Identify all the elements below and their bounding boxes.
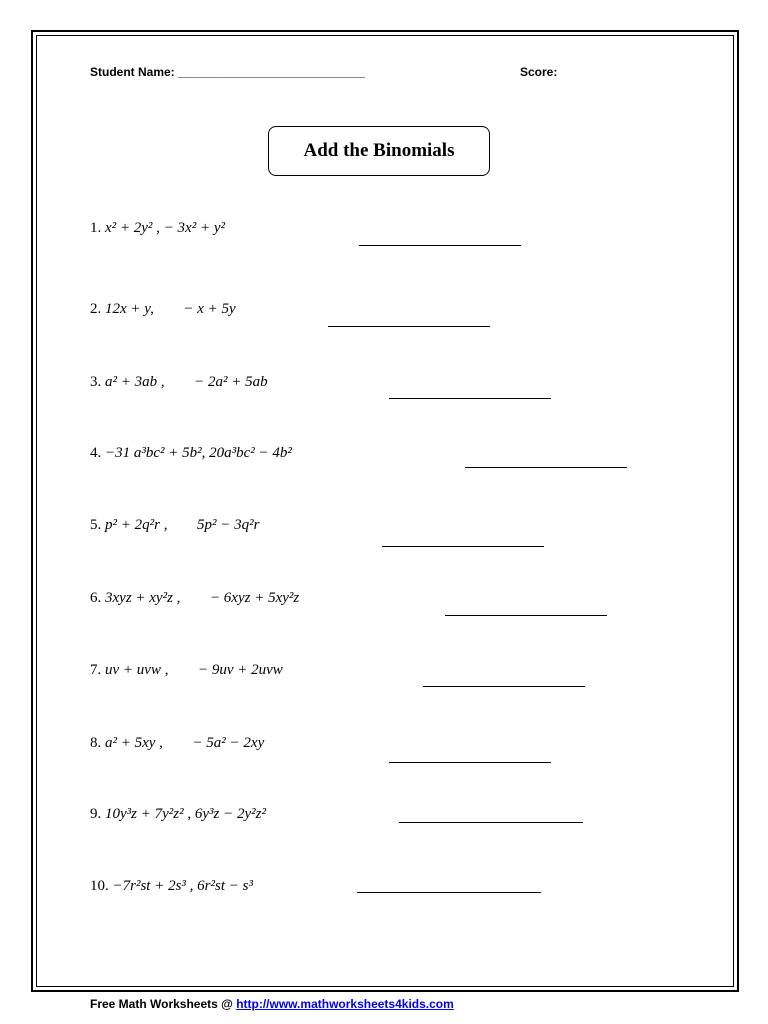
answer-line-6[interactable] (445, 615, 607, 616)
answer-line-5[interactable] (382, 546, 544, 547)
binomial-b: 6y³z − 2y²z² (194, 806, 266, 822)
binomial-b: − x + 5y (183, 301, 236, 317)
answer-line-2[interactable] (328, 326, 490, 327)
student-name-field: Student Name: ____________________________ (90, 65, 365, 79)
problem-10 (90, 877, 253, 895)
problem-number: 8. (90, 735, 102, 751)
answer-line-7[interactable] (423, 686, 585, 687)
inner-border (36, 35, 734, 987)
footer (90, 997, 454, 1011)
problem-7 (90, 661, 283, 679)
problem-number: 10. (90, 878, 109, 894)
binomial-a: 10y³z + 7y²z² , (105, 806, 192, 822)
problem-4 (90, 444, 292, 462)
binomial-a: −7r²st + 2s³ , (112, 878, 194, 894)
problem-number: 5. (90, 517, 102, 533)
answer-line-4[interactable] (465, 467, 627, 468)
binomial-a: 3xyz + xy²z , (105, 590, 181, 606)
binomial-a: −31 a³bc² + 5b², (105, 445, 206, 461)
problem-6 (90, 589, 299, 607)
answer-line-10[interactable] (357, 892, 541, 893)
binomial-a: a² + 5xy , (105, 735, 163, 751)
binomial-b: − 6xyz + 5xy²z (209, 590, 300, 606)
binomial-b: 20a³bc² − 4b² (209, 445, 292, 461)
binomial-b: − 9uv + 2uvw (197, 662, 283, 678)
problem-number: 9. (90, 806, 102, 822)
binomial-a: a² + 3ab , (105, 374, 165, 390)
binomial-b: − 2a² + 5ab (194, 374, 268, 390)
binomial-b: − 3x² + y² (163, 220, 225, 236)
problem-8 (90, 734, 264, 752)
problem-9 (90, 805, 266, 823)
binomial-b: − 5a² − 2xy (192, 735, 265, 751)
binomial-b: 6r²st − s³ (197, 878, 253, 894)
binomial-a: p² + 2q²r , (105, 517, 168, 533)
problem-5 (90, 516, 259, 534)
problem-3 (90, 373, 268, 391)
binomial-b: 5p² − 3q²r (196, 517, 260, 533)
worksheet-title (268, 126, 490, 176)
problem-number: 6. (90, 590, 102, 606)
footer-prefix: Free Math Worksheets @ (90, 997, 237, 1011)
footer-link[interactable]: http://www.mathworksheets4kids.com (236, 997, 454, 1011)
answer-line-1[interactable] (359, 245, 521, 246)
binomial-a: uv + uvw , (105, 662, 169, 678)
problem-2 (90, 300, 236, 318)
problem-number: 1. (90, 220, 102, 236)
answer-line-3[interactable] (389, 398, 551, 399)
score-label: Score: (520, 65, 558, 79)
binomial-a: x² + 2y² , (105, 220, 160, 236)
problem-number: 7. (90, 662, 102, 678)
problem-1 (90, 219, 225, 237)
binomial-a: 12x + y, (105, 301, 154, 317)
worksheet-title-text: Add the Binomials (303, 140, 455, 161)
problem-number: 3. (90, 374, 102, 390)
problem-number: 4. (90, 445, 102, 461)
problem-number: 2. (90, 301, 102, 317)
answer-line-9[interactable] (399, 822, 583, 823)
answer-line-8[interactable] (389, 762, 551, 763)
